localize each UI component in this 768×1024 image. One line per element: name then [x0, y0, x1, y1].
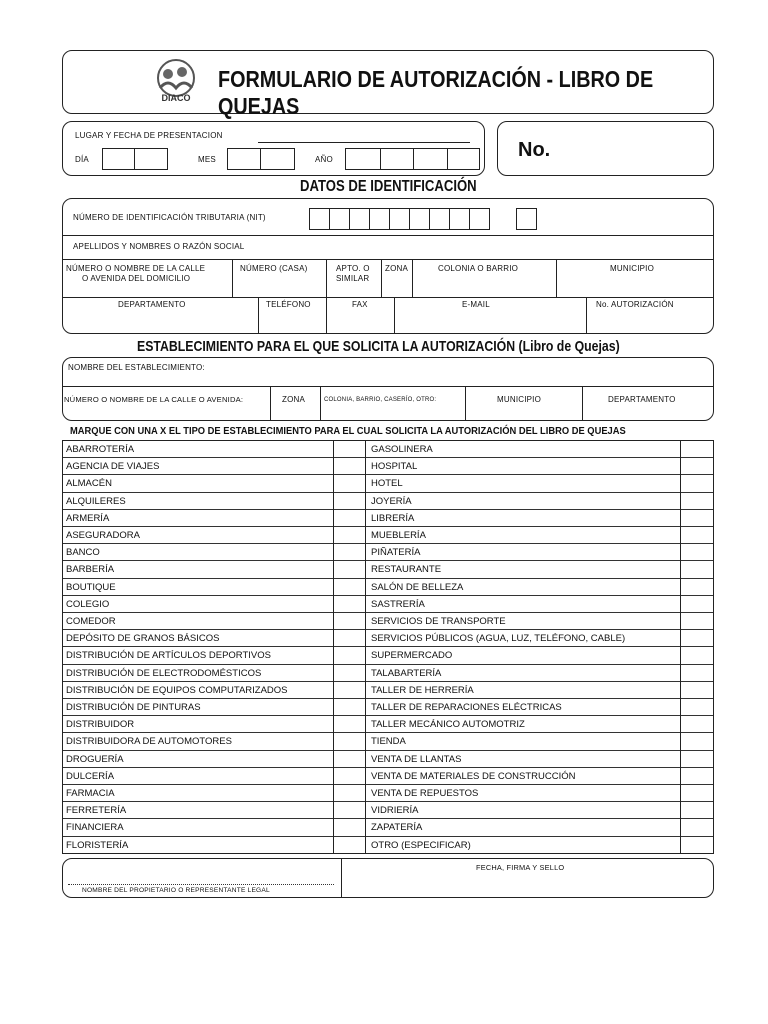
nit-box-7[interactable]: [429, 208, 450, 230]
tipo-label-left: COLEGIO: [66, 598, 110, 610]
lugar-fecha-label: LUGAR Y FECHA DE PRESENTACION: [75, 131, 223, 140]
tipo-checkbox-left[interactable]: [334, 785, 365, 801]
apto-label-line-1: APTO. O: [336, 264, 370, 273]
tipo-label-right: SASTRERÍA: [371, 598, 425, 610]
tipo-label-right: VENTA DE MATERIALES DE CONSTRUCCIÓN: [371, 770, 576, 782]
dia-label: DÍA: [75, 155, 89, 164]
tipo-label-right: VENTA DE LLANTAS: [371, 753, 462, 765]
nit-box-4[interactable]: [369, 208, 390, 230]
propietario-line: [68, 884, 334, 885]
nit-box-5[interactable]: [389, 208, 410, 230]
tipo-checkbox-left[interactable]: [334, 837, 365, 854]
tipo-label-left: DROGUERÍA: [66, 753, 124, 765]
tipo-checkbox-right[interactable]: [681, 768, 712, 784]
tipos-heading: MARQUE CON UNA X EL TIPO DE ESTABLECIMIENTO PARA EL CUAL SOLICITA LA AUTORIZACIÓN DEL LIBRO DE QUEJAS: [70, 426, 626, 437]
tipos-grid: [62, 440, 714, 854]
email-label: E-MAIL: [462, 300, 490, 309]
tipo-label-left: FLORISTERÍA: [66, 839, 129, 851]
tipo-checkbox-right[interactable]: [681, 527, 712, 543]
grid-col-mid: [365, 441, 366, 853]
tipos-row: [63, 630, 713, 647]
tipo-label-right: LIBRERÍA: [371, 512, 415, 524]
dia-box-2[interactable]: [134, 148, 168, 170]
tipo-label-left: DEPÓSITO DE GRANOS BÁSICOS: [66, 633, 220, 645]
tipo-label-left: AGENCIA DE VIAJES: [66, 461, 160, 473]
tipo-checkbox-right[interactable]: [681, 716, 712, 732]
est-col-3: [465, 386, 466, 421]
tipo-checkbox-left[interactable]: [334, 716, 365, 732]
tipo-label-left: ALMACÉN: [66, 478, 112, 490]
tipo-label-right: VIDRIERÍA: [371, 805, 419, 817]
ano-label: AÑO: [315, 155, 333, 164]
est-col-1: [270, 386, 271, 421]
tipos-row: [63, 716, 713, 733]
id-col-7: [326, 297, 327, 334]
tipos-row: [63, 819, 713, 836]
nit-box-3[interactable]: [349, 208, 370, 230]
tipo-label-right: ZAPATERÍA: [371, 822, 423, 834]
tipo-label-right: TIENDA: [371, 736, 406, 748]
no-autorizacion-label: No. AUTORIZACIÓN: [596, 300, 674, 309]
tipo-label-right: VENTA DE REPUESTOS: [371, 788, 479, 799]
fax-label: FAX: [352, 300, 368, 309]
mes-label: MES: [198, 155, 216, 164]
tipo-label-right: RESTAURANTE: [371, 564, 442, 576]
tipo-label-right: MUEBLERÍA: [371, 530, 426, 541]
id-col-9: [586, 297, 587, 334]
nit-box-8[interactable]: [449, 208, 470, 230]
tipos-row: [63, 647, 713, 664]
tipo-checkbox-right[interactable]: [681, 475, 712, 491]
departamento-label: DEPARTAMENTO: [118, 300, 186, 309]
tipos-row: [63, 751, 713, 768]
est-col-2: [320, 386, 321, 421]
diaco-logo: [150, 58, 202, 104]
mes-box-2[interactable]: [260, 148, 295, 170]
propietario-label: NOMBRE DEL PROPIETARIO O REPRESENTANTE LEGAL: [82, 887, 270, 894]
tipos-row: [63, 733, 713, 750]
tipo-checkbox-right[interactable]: [681, 579, 712, 595]
tipo-checkbox-left[interactable]: [334, 527, 365, 543]
form-title: FORMULARIO DE AUTORIZACIÓN - LIBRO DE QUEJAS: [218, 66, 654, 119]
tipo-label-left: FERRETERÍA: [66, 805, 127, 817]
tipo-label-left: ARMERÍA: [66, 512, 110, 524]
tipo-label-right: SERVICIOS DE TRANSPORTE: [371, 616, 506, 627]
tipo-checkbox-right[interactable]: [681, 613, 712, 629]
tipo-checkbox-right[interactable]: [681, 802, 712, 818]
tipo-checkbox-right[interactable]: [681, 647, 712, 663]
tipo-checkbox-left[interactable]: [334, 699, 365, 715]
tipo-checkbox-left[interactable]: [334, 475, 365, 491]
tipo-checkbox-right[interactable]: [681, 733, 712, 749]
lugar-fecha-line: [258, 142, 470, 143]
id-divider-2: [62, 259, 714, 260]
tipo-label-right: OTRO (ESPECIFICAR): [371, 839, 471, 851]
nit-box-9[interactable]: [469, 208, 490, 230]
tipo-label-left: BANCO: [66, 547, 100, 559]
tipos-row: [63, 682, 713, 699]
tipo-label-right: PIÑATERÍA: [371, 547, 421, 559]
tipos-row: [63, 768, 713, 785]
tipos-row: [63, 579, 713, 596]
tipo-label-left: DISTRIBUIDORA DE AUTOMOTORES: [66, 736, 232, 748]
tipo-checkbox-left[interactable]: [334, 733, 365, 749]
tipo-checkbox-right[interactable]: [681, 561, 712, 577]
calle-label-line-1: NÚMERO O NOMBRE DE LA CALLE: [66, 264, 206, 273]
nombre-establecimiento-label: NOMBRE DEL ESTABLECIMIENTO:: [68, 363, 205, 372]
tipos-row: [63, 665, 713, 682]
tipo-checkbox-right[interactable]: [681, 596, 712, 612]
diaco-logo-icon: [150, 58, 202, 104]
id-col-8: [394, 297, 395, 334]
tipo-checkbox-left[interactable]: [334, 802, 365, 818]
tipo-label-left: DISTRIBUCIÓN DE EQUIPOS COMPUTARIZADOS: [66, 684, 288, 696]
tipo-label-left: BARBERÍA: [66, 564, 115, 576]
id-col-5: [556, 259, 557, 297]
dia-box-1[interactable]: [102, 148, 135, 170]
tipo-label-left: ALQUILERES: [66, 495, 126, 507]
id-col-3: [381, 259, 382, 297]
tipo-checkbox-right[interactable]: [681, 510, 712, 526]
tipo-checkbox-left[interactable]: [334, 768, 365, 784]
tipo-label-right: GASOLINERA: [371, 444, 433, 455]
establecimiento-heading-main: ESTABLECIMIENTO PARA EL QUE SOLICITA LA AUTORIZACIÓN: [137, 338, 516, 355]
apellidos-label: APELLIDOS Y NOMBRES O RAZÓN SOCIAL: [73, 242, 245, 251]
est-col-4: [582, 386, 583, 421]
tipo-checkbox-right[interactable]: [681, 630, 712, 646]
tipo-checkbox-left[interactable]: [334, 596, 365, 612]
tipo-checkbox-left[interactable]: [334, 510, 365, 526]
municipio-label: MUNICIPIO: [610, 264, 655, 273]
tipo-label-left: COMEDOR: [66, 616, 116, 627]
tipo-label-left: FARMACIA: [66, 788, 115, 799]
tipo-label-left: DISTRIBUCIÓN DE ARTÍCULOS DEPORTIVOS: [66, 650, 271, 662]
tipo-label-right: HOTEL: [371, 478, 403, 490]
grid-col-right-check: [680, 441, 681, 853]
tipo-checkbox-left[interactable]: [334, 819, 365, 835]
id-divider-3: [62, 297, 714, 298]
tipo-checkbox-left[interactable]: [334, 682, 365, 698]
tipo-checkbox-right[interactable]: [681, 493, 712, 509]
tipos-row: [63, 837, 713, 854]
est-municipio-label: MUNICIPIO: [497, 395, 542, 404]
tipo-label-left: DISTRIBUCIÓN DE ELECTRODOMÉSTICOS: [66, 667, 262, 679]
tipo-label-right: TALABARTERÍA: [371, 667, 442, 679]
tipo-label-left: ASEGURADORA: [66, 530, 140, 541]
tipo-checkbox-left[interactable]: [334, 647, 365, 663]
tipo-checkbox-left[interactable]: [334, 441, 365, 457]
tipo-checkbox-right[interactable]: [681, 819, 712, 835]
ano-box-4[interactable]: [447, 148, 480, 170]
tipos-row: [63, 596, 713, 613]
tipos-row: [63, 510, 713, 527]
footer-divider: [341, 858, 342, 898]
tipo-label-left: BOUTIQUE: [66, 581, 116, 593]
tipo-label-left: DULCERÍA: [66, 770, 115, 782]
zona-label: ZONA: [385, 264, 409, 273]
tipos-row: [63, 441, 713, 458]
telefono-label: TELÉFONO: [266, 300, 311, 309]
id-divider-1: [62, 235, 714, 236]
tipo-checkbox-right[interactable]: [681, 751, 712, 767]
tipos-row: [63, 527, 713, 544]
grid-col-left-check: [333, 441, 334, 853]
numero-casa-label: NÚMERO (CASA): [240, 264, 308, 273]
tipo-label-left: ABARROTERÍA: [66, 444, 135, 455]
tipo-label-left: DISTRIBUIDOR: [66, 719, 135, 731]
tipos-row: [63, 475, 713, 492]
tipo-label-right: SERVICIOS PÚBLICOS (AGUA, LUZ, TELÉFONO, CABLE): [371, 633, 626, 645]
tipo-checkbox-right[interactable]: [681, 458, 712, 474]
calle-label-line-2: O AVENIDA DEL DOMICILIO: [82, 274, 191, 283]
tipo-checkbox-left[interactable]: [334, 579, 365, 595]
ano-box-3[interactable]: [413, 148, 448, 170]
nit-box-2[interactable]: [329, 208, 350, 230]
tipo-checkbox-left[interactable]: [334, 613, 365, 629]
tipos-row: [63, 802, 713, 819]
tipo-label-right: TALLER MECÁNICO AUTOMOTRIZ: [371, 719, 525, 731]
id-col-2: [326, 259, 327, 297]
svg-text:DIACO: DIACO: [161, 93, 191, 103]
tipo-checkbox-right[interactable]: [681, 785, 712, 801]
tipo-label-right: TALLER DE REPARACIONES ELÉCTRICAS: [371, 702, 562, 713]
tipo-label-right: TALLER DE HERRERÍA: [371, 684, 474, 696]
tipo-label-right: JOYERÍA: [371, 495, 412, 507]
tipo-checkbox-right[interactable]: [681, 544, 712, 560]
mes-box-1[interactable]: [227, 148, 261, 170]
est-calle-label: NÚMERO O NOMBRE DE LA CALLE O AVENIDA:: [64, 395, 244, 404]
tipos-row: [63, 613, 713, 630]
tipo-checkbox-right[interactable]: [681, 699, 712, 715]
tipo-checkbox-right[interactable]: [681, 441, 712, 457]
colonia-label: COLONIA O BARRIO: [438, 264, 519, 273]
tipo-checkbox-left[interactable]: [334, 751, 365, 767]
tipos-row: [63, 458, 713, 475]
est-zona-label: ZONA: [282, 395, 306, 404]
tipo-checkbox-left[interactable]: [334, 630, 365, 646]
tipos-row: [63, 785, 713, 802]
tipos-row: [63, 561, 713, 578]
establecimiento-heading-sub: (Libro de Quejas): [518, 338, 620, 355]
est-departamento-label: DEPARTAMENTO: [608, 395, 676, 404]
tipo-label-left: FINANCIERA: [66, 822, 124, 834]
tipo-checkbox-left[interactable]: [334, 544, 365, 560]
tipo-checkbox-right[interactable]: [681, 665, 712, 681]
ano-box-1[interactable]: [345, 148, 381, 170]
id-col-1: [232, 259, 233, 297]
id-col-6: [258, 297, 259, 334]
ano-box-2[interactable]: [380, 148, 414, 170]
nit-check-digit-box[interactable]: [516, 208, 537, 230]
tipo-label-right: SALÓN DE BELLEZA: [371, 581, 464, 593]
establecimiento-heading: [137, 338, 620, 355]
id-col-4: [412, 259, 413, 297]
identificacion-heading: DATOS DE IDENTIFICACIÓN: [300, 178, 477, 195]
fecha-firma-label: FECHA, FIRMA Y SELLO: [476, 863, 565, 872]
tipo-checkbox-right[interactable]: [681, 837, 712, 854]
apto-label-line-2: SIMILAR: [336, 274, 370, 283]
est-colonia-label: COLONIA, BARRIO, CASERÍO, OTRO:: [324, 397, 437, 403]
tipo-label-right: HOSPITAL: [371, 461, 418, 473]
tipo-checkbox-left[interactable]: [334, 561, 365, 577]
tipos-row: [63, 493, 713, 510]
nit-box-1[interactable]: [309, 208, 330, 230]
tipo-checkbox-left[interactable]: [334, 493, 365, 509]
number-label: No.: [518, 139, 551, 161]
tipo-checkbox-left[interactable]: [334, 665, 365, 681]
tipos-row: [63, 699, 713, 716]
tipo-label-right: SUPERMERCADO: [371, 650, 453, 662]
nit-box-6[interactable]: [409, 208, 430, 230]
tipo-label-left: DISTRIBUCIÓN DE PINTURAS: [66, 702, 201, 713]
tipo-checkbox-left[interactable]: [334, 458, 365, 474]
tipo-checkbox-right[interactable]: [681, 682, 712, 698]
nit-label: NÚMERO DE IDENTIFICACIÓN TRIBUTARIA (NIT): [73, 213, 266, 222]
tipos-row: [63, 544, 713, 561]
est-divider: [62, 386, 714, 387]
